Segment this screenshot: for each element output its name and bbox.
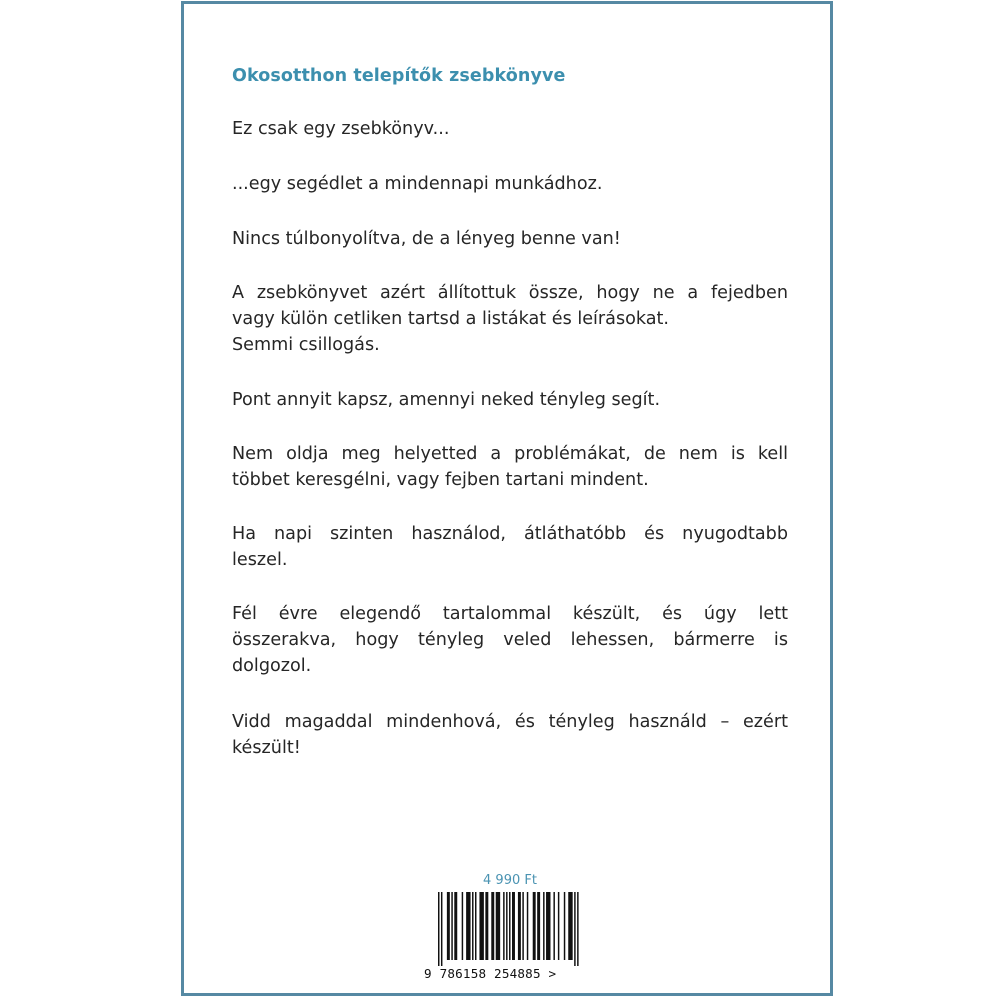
- isbn-barcode: [424, 890, 594, 986]
- blurb-line: többet keresgélni, vagy fejben tartani mindent.: [232, 470, 649, 490]
- barcode-bar: [496, 892, 500, 960]
- barcode-bar: [537, 892, 540, 960]
- blurb-line: Nincs túlbonyolítva, de a lényeg benne van!: [232, 229, 621, 249]
- barcode-bar: [512, 892, 515, 960]
- barcode-bar: [546, 892, 550, 960]
- blurb-line: Semmi csillogás.: [232, 335, 380, 355]
- blurb-line: Ha napi szinten használod, átláthatóbb és nyugodtabb: [232, 524, 788, 544]
- barcode-bar: [577, 892, 578, 966]
- barcode-bar: [564, 892, 565, 960]
- barcode-bar: [485, 892, 488, 960]
- barcode-bar: [491, 892, 494, 960]
- barcode-bar: [533, 892, 536, 960]
- price-label: 4 990 Ft: [483, 873, 537, 888]
- barcode-bar: [568, 892, 572, 960]
- barcode-bar: [472, 892, 473, 960]
- blurb-line: Ez csak egy zsebkönyv...: [232, 119, 450, 139]
- book-back-cover: [181, 1, 833, 996]
- barcode-bar: [466, 892, 470, 960]
- blurb-paragraph-1: [232, 116, 788, 142]
- blurb-line: összerakva, hogy tényleg veled lehessen, bármerre is: [232, 630, 788, 650]
- book-title: Okosotthon telepítők zsebkönyve: [232, 66, 566, 86]
- blurb-line: Vidd magaddal mindenhová, és tényleg használd – ezért: [232, 712, 788, 732]
- blurb-line: leszel.: [232, 550, 288, 570]
- blurb-paragraph-4: [232, 280, 788, 358]
- blurb-paragraph-5: [232, 387, 788, 413]
- barcode-bar: [479, 892, 483, 960]
- barcode-bar: [509, 892, 510, 960]
- barcode-bar: [475, 892, 476, 960]
- blurb-line: készült!: [232, 738, 301, 758]
- blurb-line: dolgozol.: [232, 656, 312, 676]
- blurb-line: ...egy segédlet a mindennapi munkádhoz.: [232, 174, 603, 194]
- barcode-bar: [462, 892, 463, 960]
- barcode-bar: [553, 892, 554, 960]
- blurb-paragraph-8: [232, 601, 788, 679]
- barcode-bar: [522, 892, 523, 960]
- blurb-paragraph-2: [232, 171, 788, 197]
- barcode-bars: [424, 890, 594, 966]
- barcode-bar: [503, 892, 504, 960]
- barcode-bar: [518, 892, 521, 960]
- barcode-bar: [558, 892, 559, 960]
- barcode-bar: [527, 892, 528, 960]
- blurb-paragraph-7: [232, 521, 788, 573]
- barcode-bar: [543, 892, 544, 960]
- barcode-bar: [447, 892, 450, 960]
- barcode-bar: [451, 892, 452, 960]
- barcode-bar: [441, 892, 442, 966]
- blurb-paragraph-3: [232, 226, 788, 252]
- barcode-bar: [454, 892, 457, 960]
- barcode-bar: [438, 892, 439, 966]
- blurb-paragraph-6: [232, 441, 788, 493]
- blurb-line: Pont annyit kapsz, amennyi neked tényleg segít.: [232, 390, 661, 410]
- blurb-line: vagy külön cetliken tartsd a listákat és leírásokat.: [232, 309, 670, 329]
- barcode-bar: [574, 892, 575, 966]
- blurb-line: Fél évre elegendő tartalommal készült, és úgy lett: [232, 604, 788, 624]
- blurb-line: A zsebkönyvet azért állítottuk össze, hogy ne a fejedben: [232, 283, 788, 303]
- isbn-number: 9 786158 254885 >: [424, 966, 557, 981]
- barcode-bar: [506, 892, 507, 960]
- blurb-paragraph-9: [232, 709, 788, 761]
- blurb-line: Nem oldja meg helyetted a problémákat, de nem is kell: [232, 444, 788, 464]
